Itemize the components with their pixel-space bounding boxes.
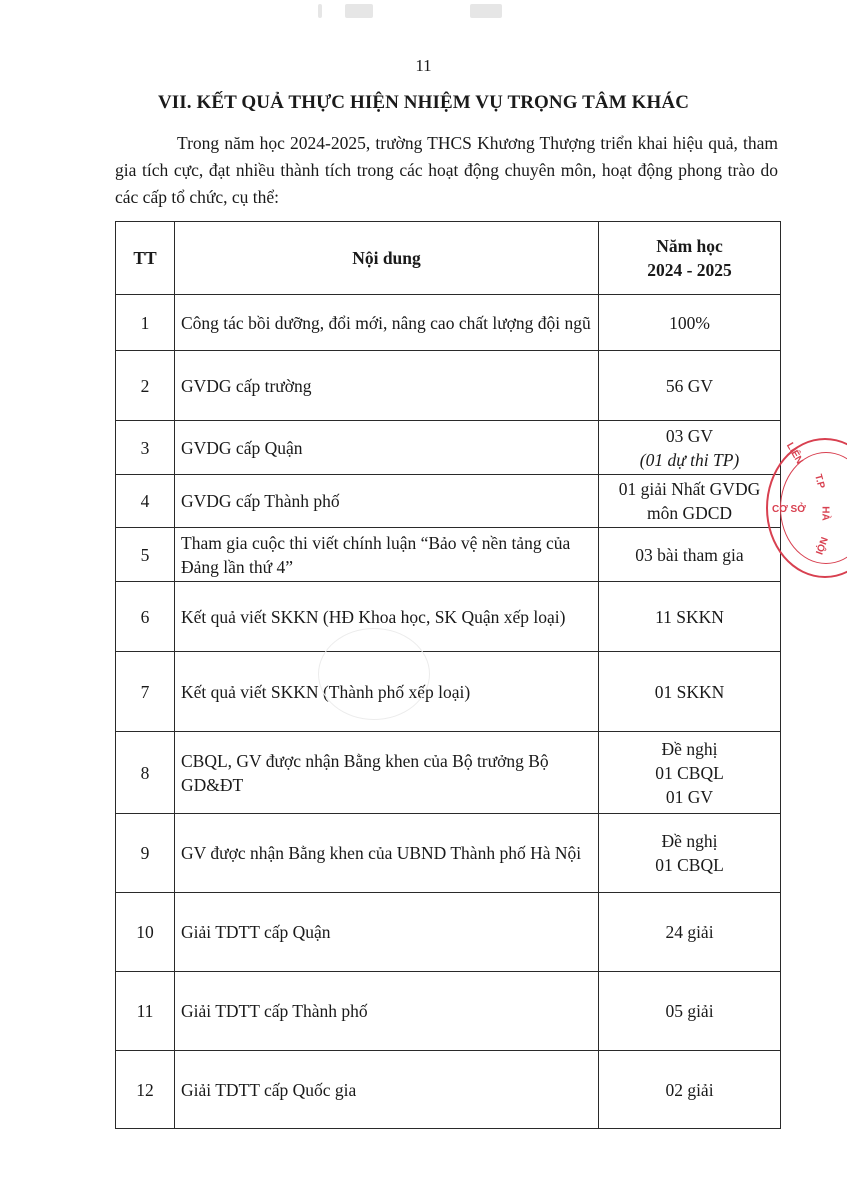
row-value-line: 05 giải	[665, 1001, 714, 1021]
row-value-line: Đề nghị	[661, 738, 718, 759]
table-row	[116, 814, 781, 893]
row-value-line: môn GDCD	[646, 503, 733, 523]
row-value	[599, 814, 781, 893]
header-year-line2: 2024 - 2025	[647, 260, 732, 280]
row-number: 11	[116, 972, 175, 1051]
row-value	[599, 652, 781, 732]
table-row	[116, 652, 781, 732]
row-value	[599, 421, 781, 475]
row-content: Kết quả viết SKKN (Thành phố xếp loại)	[175, 652, 599, 732]
seal-lettering: HÀ	[819, 506, 831, 521]
row-number: 6	[116, 582, 175, 652]
row-value-line: 01 SKKN	[654, 681, 725, 702]
row-value	[599, 351, 781, 421]
row-value-line: 56 GV	[665, 375, 714, 396]
table-row	[116, 582, 781, 652]
row-content: CBQL, GV được nhận Bằng khen của Bộ trưởng Bộ GD&ĐT	[175, 732, 599, 814]
header-year-line1: Năm học	[656, 236, 723, 256]
row-content: GVDG cấp Quận	[175, 421, 599, 475]
row-value-line: 01 giải Nhất GVDG	[618, 479, 761, 499]
table-row	[116, 732, 781, 814]
row-value	[599, 528, 781, 582]
row-value	[599, 893, 781, 972]
header-content: Nội dung	[175, 222, 599, 295]
row-value	[599, 972, 781, 1051]
row-value-line: 11 SKKN	[655, 606, 724, 627]
table-row	[116, 475, 781, 528]
row-number: 12	[116, 1051, 175, 1129]
header-tt: TT	[116, 222, 175, 295]
row-number: 8	[116, 732, 175, 814]
scan-artifact	[470, 4, 502, 18]
row-value-line: 01 GV	[665, 786, 714, 807]
intro-paragraph: Trong năm học 2024-2025, trường THCS Khương Thượng triển khai hiệu quả, tham gia tích cực, đạt nhiều thành tích trong các hoạt động chuyên môn, hoạt động phong trào do các cấp tổ chức, cụ thể:	[115, 133, 778, 207]
header-year	[599, 222, 781, 295]
row-value-line: 03 GV	[665, 425, 714, 446]
row-content: Kết quả viết SKKN (HĐ Khoa học, SK Quận xếp loại)	[175, 582, 599, 652]
row-content: Công tác bồi dưỡng, đổi mới, nâng cao chất lượng đội ngũ	[175, 295, 599, 351]
row-number: 1	[116, 295, 175, 351]
row-number: 9	[116, 814, 175, 893]
seal-lettering: CƠ SỞ	[772, 504, 806, 515]
row-number: 4	[116, 475, 175, 528]
row-value-line: 03 bài tham gia	[635, 544, 744, 565]
section-heading: VII. KẾT QUẢ THỰC HIỆN NHIỆM VỤ TRỌNG TÂM KHÁC	[157, 92, 690, 113]
row-content: GV được nhận Bằng khen của UBND Thành phố Hà Nội	[175, 814, 599, 893]
table-row	[116, 972, 781, 1051]
row-number: 2	[116, 351, 175, 421]
scan-artifact	[318, 4, 322, 18]
row-value-line: 01 CBQL	[655, 762, 724, 783]
row-content: GVDG cấp trường	[175, 351, 599, 421]
row-content: Giải TDTT cấp Quận	[175, 893, 599, 972]
row-number: 7	[116, 652, 175, 732]
row-number: 3	[116, 421, 175, 475]
faint-seal-mark	[318, 628, 430, 720]
seal-lettering: LIÊN	[783, 440, 805, 467]
seal-lettering: T.P	[812, 473, 827, 490]
row-value	[599, 475, 781, 528]
row-content: Giải TDTT cấp Quốc gia	[175, 1051, 599, 1129]
row-value-line: 100%	[669, 312, 710, 333]
row-content: Giải TDTT cấp Thành phố	[175, 972, 599, 1051]
table-row	[116, 893, 781, 972]
row-value-line: 01 CBQL	[655, 855, 724, 875]
row-value	[599, 732, 781, 814]
row-number: 10	[116, 893, 175, 972]
seal-lettering: NỘI	[812, 535, 830, 556]
table-row	[116, 421, 781, 475]
table-row	[116, 295, 781, 351]
row-number: 5	[116, 528, 175, 582]
row-value	[599, 1051, 781, 1129]
table-row	[116, 528, 781, 582]
scan-artifact	[345, 4, 373, 18]
row-value-line: Đề nghị	[661, 831, 718, 851]
table-row	[116, 1051, 781, 1129]
row-value	[599, 582, 781, 652]
row-value	[599, 295, 781, 351]
page-number: 11	[415, 56, 432, 75]
row-value-line: 02 giải	[665, 1079, 714, 1100]
row-value-note: (01 dự thi TP)	[639, 449, 740, 470]
results-table	[115, 221, 781, 1129]
row-content: Tham gia cuộc thi viết chính luận “Bảo vệ nền tảng của Đảng lần thứ 4”	[175, 528, 599, 582]
table-header-row	[116, 222, 781, 295]
row-value-line: 24 giải	[665, 922, 714, 942]
table-row	[116, 351, 781, 421]
row-content: GVDG cấp Thành phố	[175, 475, 599, 528]
